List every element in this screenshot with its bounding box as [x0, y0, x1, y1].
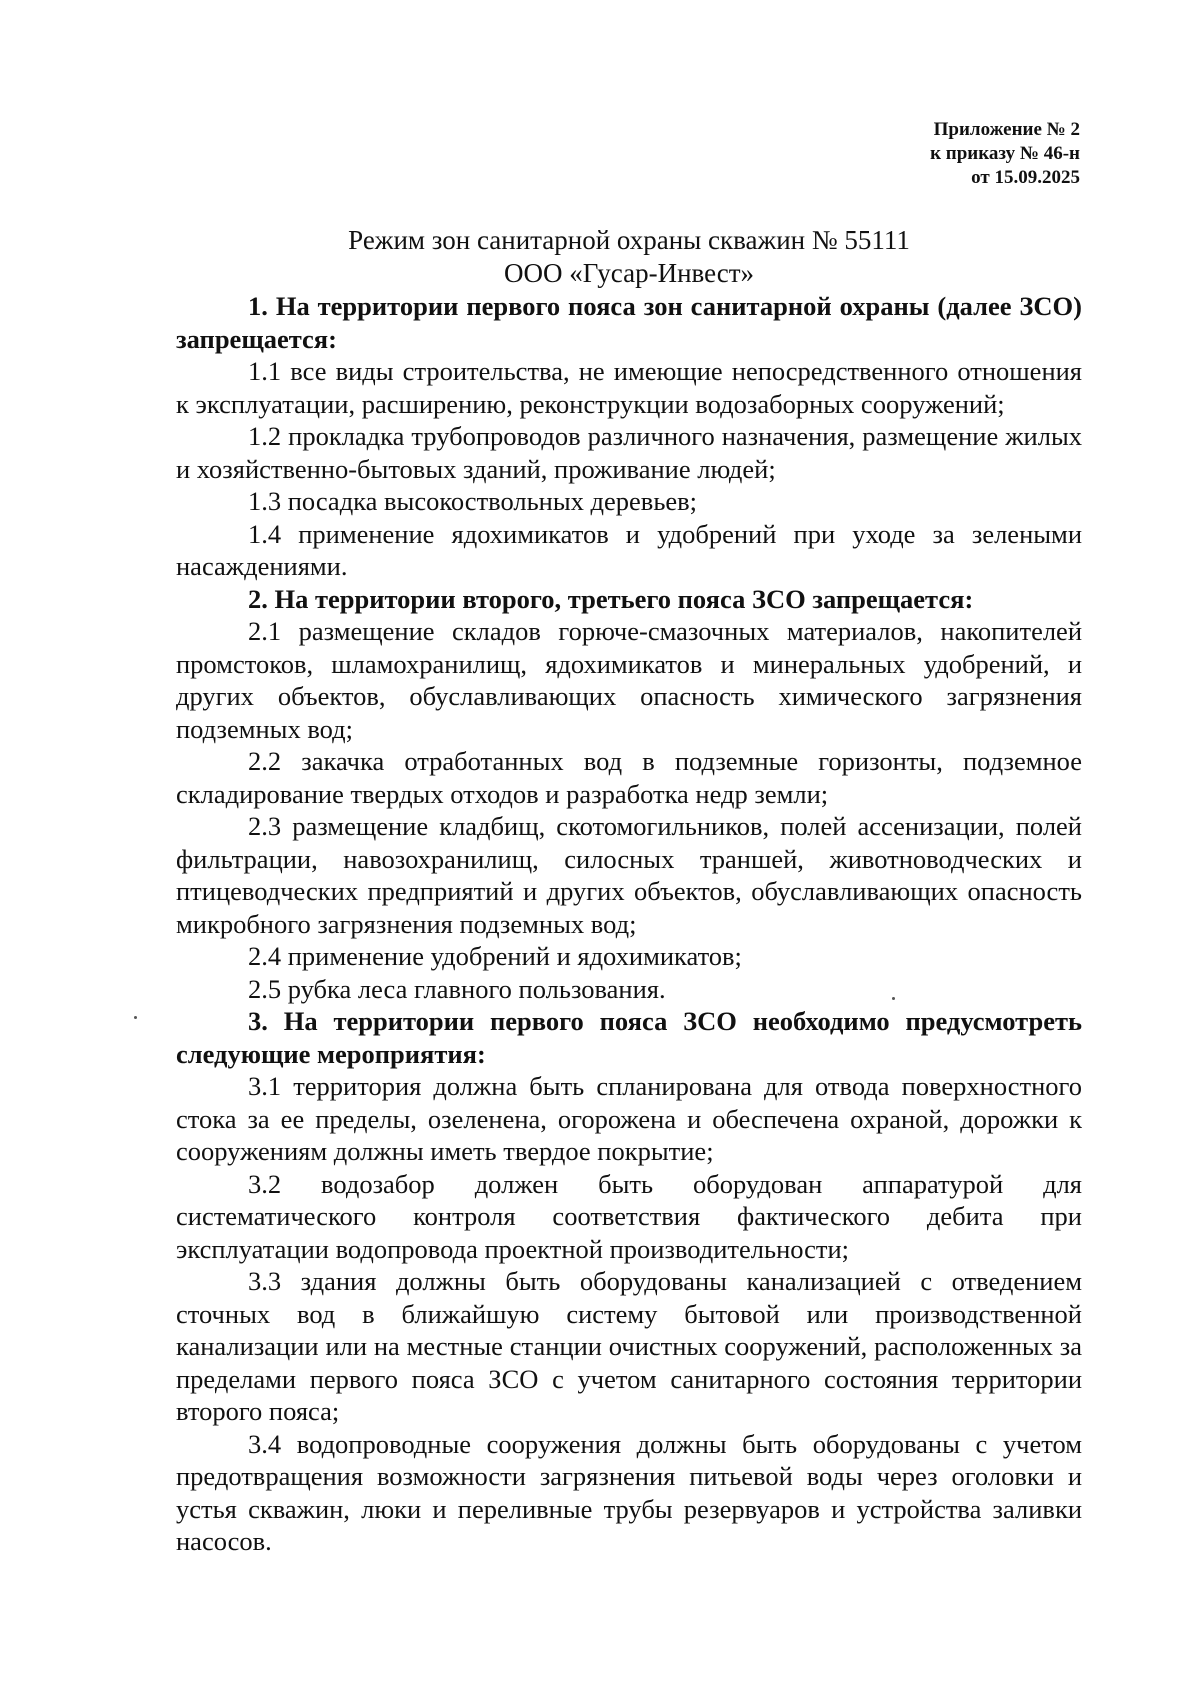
document-title-line-1: Режим зон санитарной охраны скважин № 55111	[348, 225, 910, 255]
item-3-4: 3.4 водопроводные сооружения должны быть оборудованы с учетом предотвращения возможности загрязнения питьевой воды через оголовки и устья скважин, люки и переливные трубы резервуаров и устройства заливки насосов.	[176, 1428, 1082, 1556]
item-1-2: 1.2 прокладка трубопроводов различного назначения, размещение жилых и хозяйственно-бытовых зданий, проживание людей;	[176, 421, 1082, 484]
item-2-1: 2.1 размещение складов горюче-смазочных материалов, накопителей промстоков, шламохранилищ, ядохимикатов и минеральных удобрений, и других объектов, обуславливающих опасность химического загрязнения подземных вод;	[176, 616, 1082, 744]
annex-block	[176, 118, 1080, 190]
annex-line-2: к приказу № 46-н	[930, 143, 1080, 164]
item-3-2: 3.2 водозабор должен быть оборудован аппаратурой для систематического контроля соответствия фактического дебита при эксплуатации водопровода проектной производительности;	[176, 1168, 1082, 1264]
scan-speck	[134, 1016, 137, 1019]
item-2-5: 2.5 рубка леса главного пользования.	[248, 973, 666, 1004]
item-1-1: 1.1 все виды строительства, не имеющие непосредственного отношения к эксплуатации, расширению, реконструкции водозаборных сооружений;	[176, 356, 1082, 419]
item-3-3: 3.3 здания должны быть оборудованы канализацией с отведением сточных вод в ближайшую систему бытовой или производственной канализации или на местные станции очистных сооружений, расположенных за пределами первого пояса ЗСО с учетом санитарного состояния территории второго пояса;	[176, 1266, 1082, 1426]
section-3-heading: 3. На территории первого пояса ЗСО необходимо предусмотреть следующие мероприятия:	[176, 1006, 1082, 1069]
item-1-4: 1.4 применение ядохимикатов и удобрений при уходе за зелеными насаждениями.	[176, 518, 1082, 581]
document-title-line-2: ООО «Гусар-Инвест»	[503, 258, 755, 288]
item-2-4: 2.4 применение удобрений и ядохимикатов;	[248, 941, 742, 971]
item-2-3: 2.3 размещение кладбищ, скотомогильников, полей ассенизации, полей фильтрации, навозохранилищ, силосных траншей, животноводческих и птицеводческих предприятий и других объектов, обуславливающих опасность микробного загрязнения подземных вод;	[176, 811, 1082, 939]
annex-line-1: Приложение № 2	[933, 119, 1080, 140]
annex-line-3: от 15.09.2025	[971, 167, 1080, 188]
scan-speck	[892, 997, 895, 1000]
item-3-1: 3.1 территория должна быть спланирована для отвода поверхностного стока за ее пределы, озеленена, огорожена и обеспечена охраной, дорожки к сооружениям должны иметь твердое покрытие;	[176, 1071, 1082, 1166]
section-1-heading: 1. На территории первого пояса зон санитарной охраны (далее ЗСО) запрещается:	[176, 291, 1082, 354]
document-title	[176, 224, 1082, 290]
item-2-2: 2.2 закачка отработанных вод в подземные горизонты, подземное складирование твердых отходов и разработка недр земли;	[176, 746, 1082, 809]
item-1-3: 1.3 посадка высокоствольных деревьев;	[248, 486, 698, 516]
section-2-heading: 2. На территории второго, третьего пояса ЗСО запрещается:	[248, 583, 974, 614]
